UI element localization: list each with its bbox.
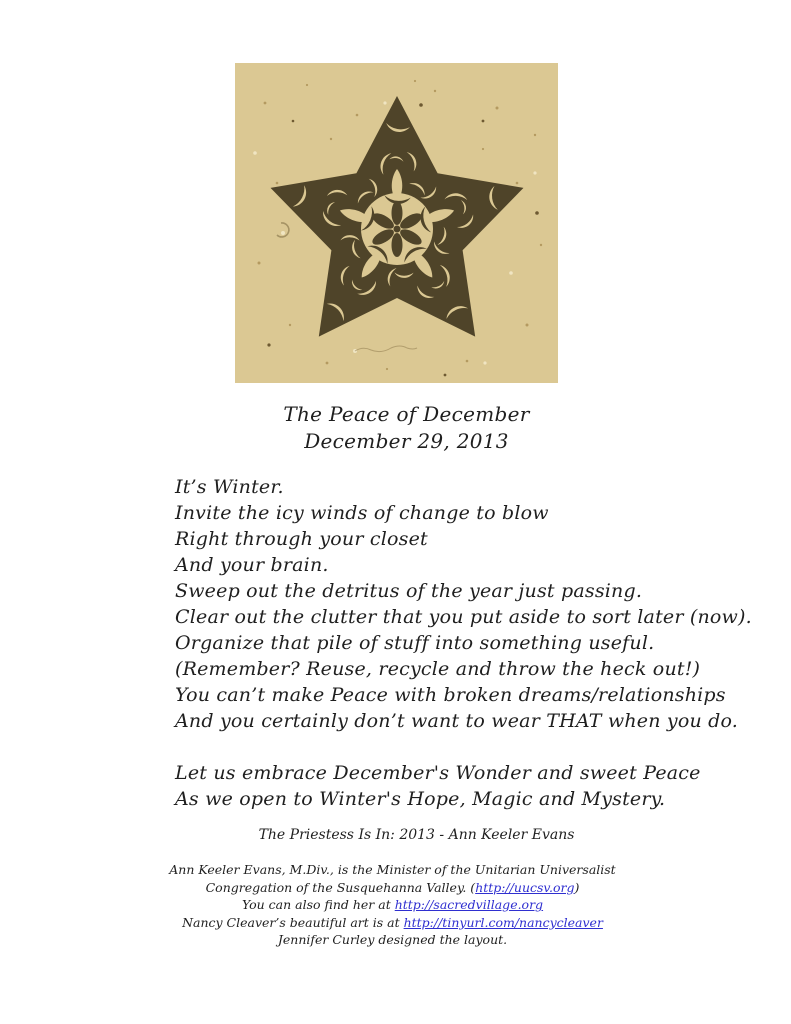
poem-line: You can’t make Peace with broken dreams/relationships bbox=[175, 684, 726, 706]
page-title: The Peace of December bbox=[283, 402, 530, 426]
poem-line: (Remember? Reuse, recycle and throw the heck out!) bbox=[175, 658, 701, 680]
papercut-star-artwork bbox=[235, 63, 558, 383]
footer-line-layout: Jennifer Curley designed the layout. bbox=[277, 932, 508, 948]
footer-line-minister: Ann Keeler Evans, M.Div., is the Minister of the Unitarian Universalist bbox=[169, 862, 616, 877]
nancycleaver-link[interactable]: http://tinyurl.com/nancycleaver bbox=[403, 914, 603, 930]
star-artwork-svg bbox=[235, 63, 558, 383]
title-block bbox=[11, 401, 791, 455]
poem-line: Invite the icy winds of change to blow bbox=[175, 502, 549, 524]
footer-text: Congregation of the Susquehanna Valley. ( bbox=[205, 879, 476, 895]
byline: The Priestess Is In: 2013 - Ann Keeler Evans bbox=[258, 827, 575, 843]
footer-credits bbox=[0, 861, 788, 949]
poem-line: Clear out the clutter that you put aside to sort later (now). bbox=[175, 606, 752, 628]
poem-line: And your brain. bbox=[175, 554, 329, 576]
footer-text: You can also find her at bbox=[241, 897, 395, 913]
page-date: December 29, 2013 bbox=[304, 429, 509, 453]
footer-line-art bbox=[0, 914, 788, 932]
poem-line: As we open to Winter's Hope, Magic and Mystery. bbox=[175, 788, 666, 810]
poem-line: It’s Winter. bbox=[175, 476, 284, 498]
sacredvillage-link[interactable]: http://sacredvillage.org bbox=[394, 897, 544, 913]
stanza-gap bbox=[175, 734, 735, 760]
footer-text: ) bbox=[574, 879, 580, 895]
poem-line: Sweep out the detritus of the year just passing. bbox=[175, 580, 643, 602]
footer-line-congregation bbox=[0, 879, 788, 897]
poem-line: And you certainly don’t want to wear THAT when you do. bbox=[175, 710, 739, 732]
footer-line-sacredvillage bbox=[0, 896, 788, 914]
poem-line: Let us embrace December's Wonder and sweet Peace bbox=[175, 762, 701, 784]
poem bbox=[175, 474, 752, 812]
uucsv-link[interactable]: http://uucsv.org bbox=[475, 879, 575, 895]
poem-line: Organize that pile of stuff into something useful. bbox=[175, 632, 655, 654]
poem-line: Right through your closet bbox=[175, 528, 428, 550]
footer-text: Nancy Cleaver’s beautiful art is at bbox=[182, 914, 404, 930]
